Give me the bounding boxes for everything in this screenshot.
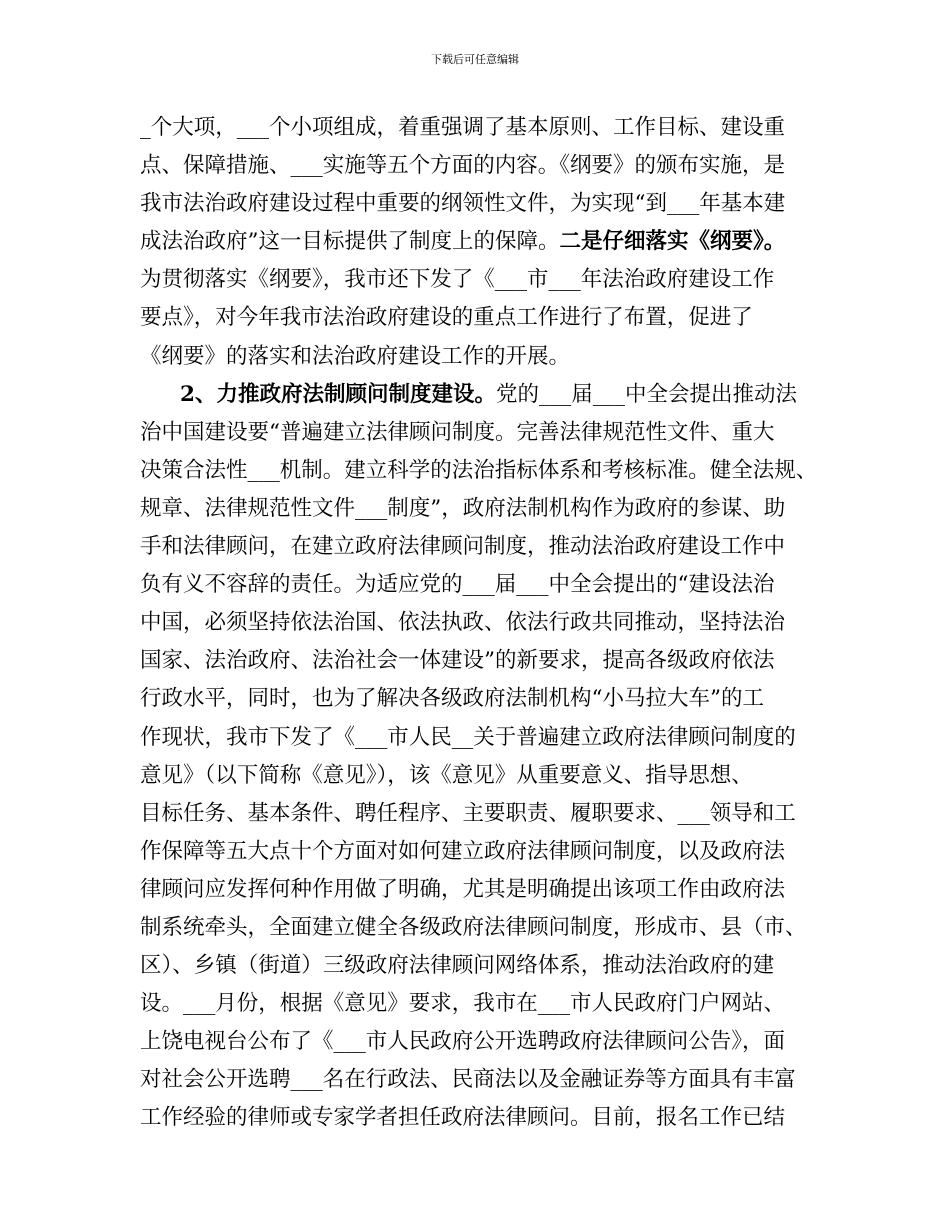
text-line: 对社会公开选聘___名在行政法、民商法以及金融证券等方面具有丰富	[140, 1067, 796, 1093]
text-line: 意见》（以下简称《意见》），该《意见》从重要意义、指导思想、	[140, 762, 753, 788]
document-body	[140, 109, 820, 1138]
text-line: 《纲要》的落实和法治政府建设工作的开展。	[140, 343, 571, 369]
text-line: 2、力推政府法制顾问制度建设。党的___届___中全会提出推动法	[180, 381, 797, 407]
text-line: 负有义不容辞的责任。为适应党的___届___中全会提出的“建设法治	[140, 572, 775, 598]
text-line: 点、保障措施、___实施等五个方面的内容。《纲要》的颁布实施，是	[140, 153, 786, 179]
page-header: 下载后可任意编辑	[431, 53, 519, 66]
text-line: 为贯彻落实《纲要》，我市还下发了《___市___年法治政府建设工作	[140, 267, 775, 293]
text-line: 国家、法治政府、法治社会一体建设”的新要求，提高各级政府依法	[140, 648, 775, 674]
text-line: 目标任务、基本条件、聘任程序、主要职责、履职要求、___领导和工	[140, 800, 796, 826]
text-line: 行政水平，同时，也为了解决各级政府法制机构“小马拉大车”的工	[140, 686, 764, 712]
text-line: _个大项，___个小项组成，着重强调了基本原则、工作目标、建设重	[140, 115, 786, 140]
bold-heading: 二是仔细落实《纲要》。	[559, 229, 786, 255]
text-line: 区）、乡镇（街道）三级政府法律顾问网络体系，推动法治政府的建	[140, 953, 775, 979]
text-line: 制系统牵头，全面建立健全各级政府法律顾问制度，形成市、县（市、	[140, 914, 807, 940]
text-line: 工作经验的律师或专家学者担任政府法律顾问。目前，报名工作已结	[140, 1105, 786, 1131]
text-line: 治中国建设要“普遍建立法律顾问制度。完善法律规范性文件、重大	[140, 419, 775, 445]
text-line: 作保障等五大点十个方面对如何建立政府法律顾问制度，以及政府法	[140, 838, 786, 864]
text-line: 手和法律顾问，在建立政府法律顾问制度，推动法治政府建设工作中	[140, 534, 786, 560]
text-line: 律顾问应发挥何种作用做了明确，尤其是明确提出该项工作由政府法	[140, 876, 786, 902]
text-line: 作现状，我市下发了《___市人民__关于普遍建立政府法律顾问制度的	[140, 724, 796, 750]
section-heading: 2、力推政府法制顾问制度建设。	[180, 381, 496, 407]
text-line: 决策合法性___机制。建立科学的法治指标体系和考核标准。健全法规、	[140, 457, 818, 483]
text-line: 上饶电视台公布了《___市人民政府公开选聘政府法律顾问公告》，面	[140, 1029, 786, 1055]
text-line: 成法治政府”这一目标提供了制度上的保障。二是仔细落实《纲要》。	[140, 229, 786, 255]
text-line: 设。___月份，根据《意见》要求，我市在___市人民政府门户网站、	[140, 991, 786, 1017]
text-line: 我市法治政府建设过程中重要的纲领性文件，为实现“到___年基本建	[140, 191, 786, 217]
text-line: 中国，必须坚持依法治国、依法执政、依法行政共同推动，坚持法治	[140, 610, 786, 636]
text-line: 要点》，对今年我市法治政府建设的重点工作进行了布置，促进了	[140, 305, 753, 331]
text-line: 规章、法律规范性文件___制度”，政府法制机构作为政府的参谋、助	[140, 495, 786, 521]
